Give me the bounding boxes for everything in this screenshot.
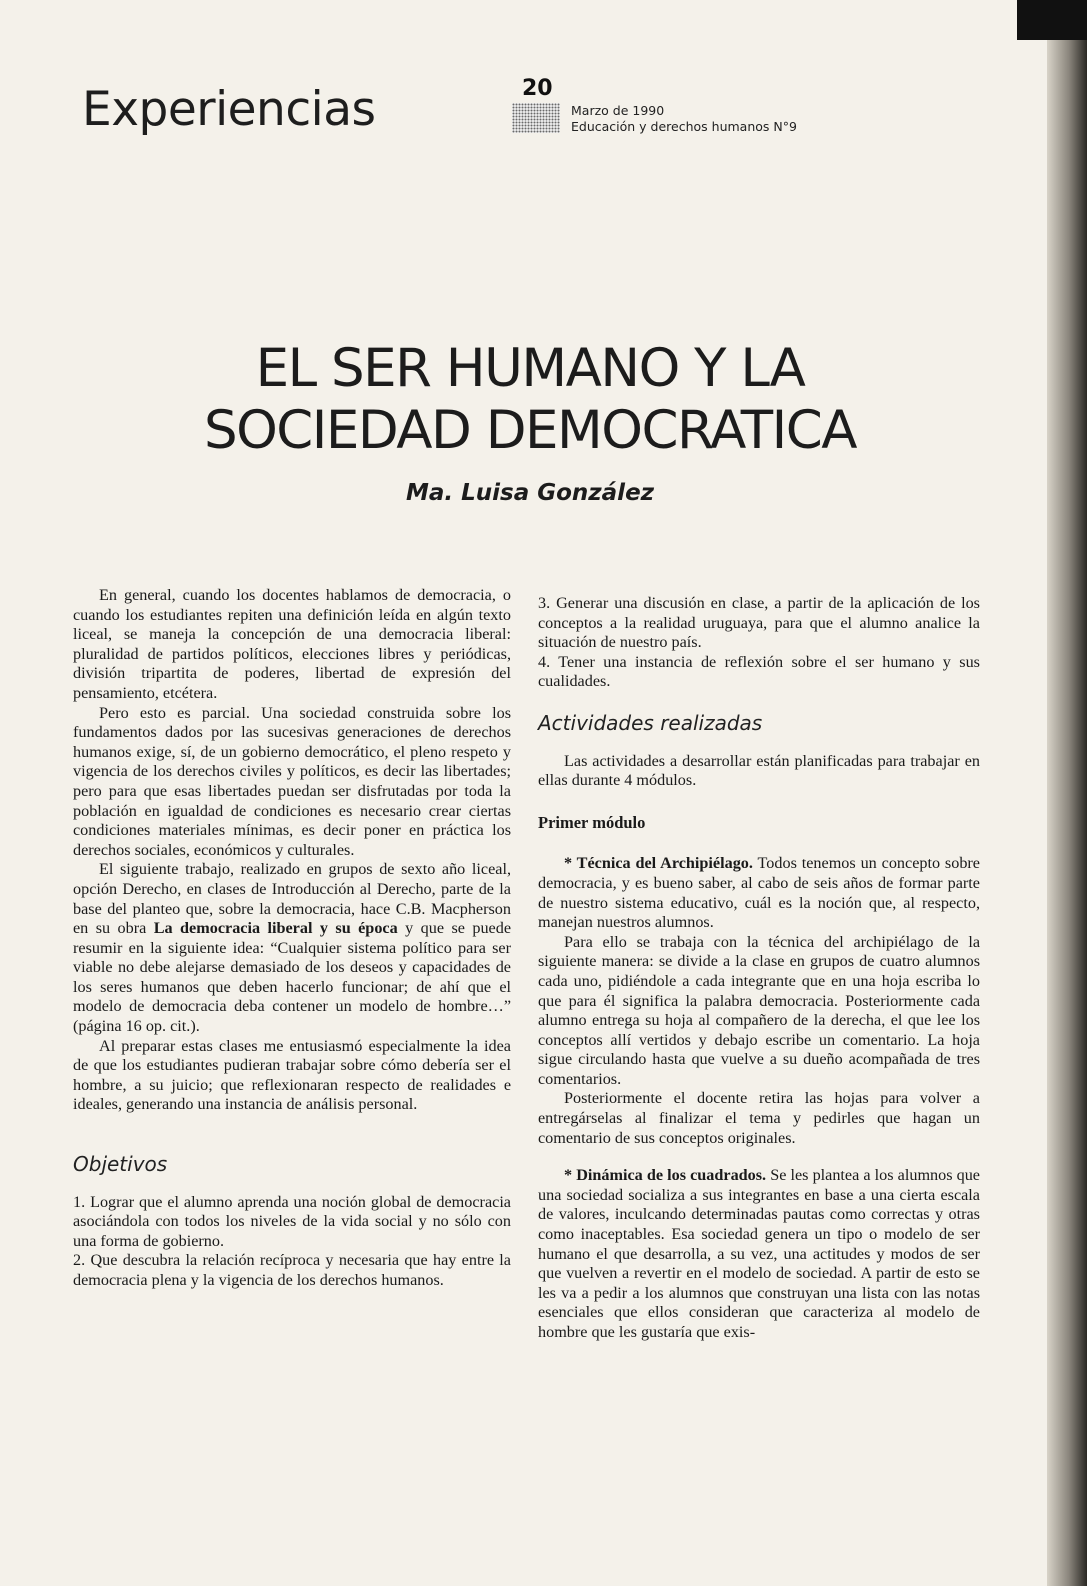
module-heading: Primer módulo [538, 812, 646, 832]
page-edge-shadow [1047, 0, 1087, 1586]
issue-date: Marzo de 1990 [571, 103, 665, 118]
technique-archipelago-title: * Técnica del Archipiélago. [564, 854, 753, 873]
objective-item: 3. Generar una discusión en clase, a partir de la aplicación de los conceptos a la realidad uruguaya, para que el alumno analice la situación de nuestro país. [538, 594, 980, 652]
paragraph-preparation: Al preparar estas clases me entusiasmó especialmente la idea de que los estudiantes pudieran trabajar sobre cómo debería ser el hombre, a su juicio; que reflexionaran respecto de realidades e ideales, generando una instancia de análisis personal. [73, 1036, 511, 1114]
title-line-2: SOCIEDAD DEMOCRATICA [203, 400, 857, 461]
paragraph-work-part-b: y que se puede resumir en la siguiente idea: “Cualquier sistema político para ser viable no debe alejarse demasiado de los deseos y capacidades de los seres humanos que deben hacerlo funcionar; de ahí que el modelo de democracia deba contener un modelo de hombre…” (página 16 op. cit.). [73, 919, 512, 1036]
page-corner-shadow [1017, 0, 1087, 40]
right-column [538, 594, 980, 1343]
objective-item: 2. Que descubra la relación recíproca y necesaria que hay entre la democracia plena y la vigencia de los derechos humanos. [73, 1251, 511, 1289]
technique-squares [538, 1166, 980, 1342]
book-title: La democracia liberal y su época [153, 919, 398, 938]
objectives-heading: Objetivos [73, 1152, 168, 1177]
technique-squares-text: Se les plantea a los alumnos que una sociedad socializa a sus integrantes en base a una cierta escala de valores, inculcando determinadas pautas como correctas y otras como inaceptables. Esa sociedad genera un tipo o modelo de ser humano el que desarrolla, a su vez, una actitudes y modos de ser que vuelven a revertir en el modelo de sociedad. A partir de esto se les va a pedir a los alumnos que construyan una lista con las notas esenciales que ellos consideran que caracteriza al modelo de hombre que les gustaría que exis- [538, 1166, 980, 1341]
publication-name: Educación y derechos humanos N°9 [571, 119, 797, 134]
dotted-pattern-box [512, 103, 560, 133]
activities-intro: Las actividades a desarrollar están planificadas para trabajar en ellas durante 4 módulos. [538, 751, 980, 790]
paragraph-partial: Pero esto es parcial. Una sociedad construida sobre los fundamentos dados por las sucesivas generaciones de derechos humanos exige, sí, de un gobierno democrático, el pleno respeto y vigencia de los derechos civiles y políticos, es decir las libertades; pero para que esas libertades puedan ser disfrutadas por toda la población en igualdad de condiciones es necesario crear ciertas condiciones materiales mínimas, es decir poner en práctica los derechos sociales, económicos y culturales. [73, 703, 511, 859]
technique-archipelago-method: Para ello se trabaja con la técnica del archipiélago de la siguiente manera: se divide a la clase en grupos de cuatro alumnos cada uno, pidiéndole a cada integrante que en una hoja escriba lo que para él significa la palabra democracia. Posteriormente cada alumno entrega su hoja al compañero de la derecha, el que lee los conceptos allí vertidos y debajo escribe un comentario. La hoja sigue circulando hasta que vuelve a su dueño acompañada de tres comentarios. [538, 932, 980, 1088]
paragraph-intro: En general, cuando los docentes hablamos de democracia, o cuando los estudiantes repiten una definición leída en algún texto liceal, se maneja la concepción de una democracia liberal: pluralidad de partidos políticos, elecciones libres y periódicas, división tripartita de poderes, libertad de expresión del pensamiento, etcétera. [73, 586, 511, 702]
objectives-list [73, 1193, 511, 1291]
article-title [0, 338, 1060, 462]
technique-archipelago-followup: Posteriormente el docente retira las hojas para volver a entregárselas al finalizar el tema y pedirles que hagan un comentario de sus conceptos originales. [538, 1089, 980, 1147]
technique-archipelago [538, 854, 980, 932]
objectives-list-continued [538, 594, 980, 692]
technique-archipelago-text: Todos tenemos un concepto sobre democracia, y es bueno saber, al cabo de seis años de formar parte de nuestro sistema educativo, cuál es la noción que, al respecto, manejan nuestros alumnos. [538, 854, 980, 932]
activities-heading: Actividades realizadas [538, 710, 763, 735]
title-line-1: EL SER HUMANO Y LA [255, 338, 805, 399]
page-number: 20 [522, 76, 553, 101]
issue-info [571, 103, 797, 135]
objective-item: 1. Lograr que el alumno aprenda una noción global de democracia asociándola con todos los niveles de la vida social y no sólo con una forma de gobierno. [73, 1192, 511, 1250]
left-column [73, 586, 511, 1291]
paragraph-work [73, 860, 511, 1036]
technique-squares-title: * Dinámica de los cuadrados. [564, 1166, 767, 1185]
objective-item: 4. Tener una instancia de reflexión sobre el ser humano y sus cualidades. [538, 652, 980, 691]
paragraph-work-part-a: El siguiente trabajo, realizado en grupos de sexto año liceal, opción Derecho, en clases de Introducción al Derecho, parte de la base del planteo que, sobre la democracia, hace C.B. Macpherson en su obra [73, 860, 511, 938]
author-byline: Ma. Luisa González [405, 480, 655, 506]
section-label: Experiencias [82, 82, 376, 137]
